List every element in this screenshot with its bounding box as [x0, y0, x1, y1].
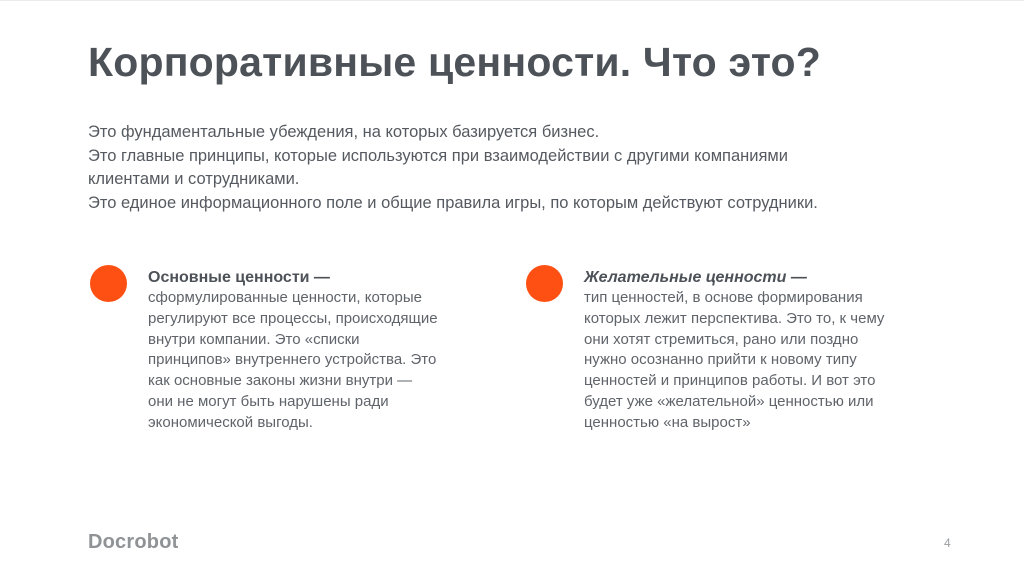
- card-text-line: сформулированные ценности, которые: [148, 289, 423, 306]
- card-text-line: экономической выгоды.: [148, 413, 313, 431]
- card-text-line: тип ценностей, в основе формирования: [584, 289, 863, 306]
- card-text-line: нужно осознанно прийти к новому типу: [584, 351, 857, 369]
- card-body: [148, 267, 488, 434]
- intro-line: Это фундаментальные убеждения, на которых базируется бизнес.: [88, 123, 600, 141]
- card-title: Желательные ценности —: [584, 269, 807, 286]
- intro-text: [88, 121, 968, 215]
- card-text-line: они хотят стремиться, рано или поздно: [584, 330, 859, 348]
- orange-dot-icon: [90, 265, 127, 302]
- card-title: Основные ценности —: [148, 269, 330, 286]
- card-text-line: они не могут быть нарушены ради: [148, 392, 389, 410]
- card-text-line: регулируют все процессы, происходящие: [148, 309, 438, 327]
- card-text-line: принципов» внутреннего устройства. Это: [148, 351, 437, 369]
- intro-line: клиентами и сотрудниками.: [88, 170, 300, 188]
- slide-title: Корпоративные ценности. Что это?: [88, 39, 822, 85]
- card-text-line: внутри компании. Это «списки: [148, 330, 360, 348]
- card-text-line: как основные законы жизни внутри —: [148, 372, 413, 390]
- orange-dot-icon: [526, 265, 563, 302]
- card-text-line: будет уже «желательной» ценностью или: [584, 392, 874, 410]
- card-text-line: ценностью «на вырост»: [584, 413, 751, 431]
- card-text-line: которых лежит перспектива. Это то, к чему: [584, 309, 885, 327]
- docrobot-logo: Docrobot: [88, 531, 179, 553]
- intro-line: Это единое информационного поле и общие правила игры, по которым действуют сотрудники.: [88, 193, 818, 212]
- intro-line: Это главные принципы, которые используются при взаимодействии с другими компаниями: [88, 146, 788, 165]
- card-body: [584, 267, 924, 434]
- page-number: 4: [944, 536, 951, 550]
- card-text-line: ценностей и принципов работы. И вот это: [584, 372, 876, 390]
